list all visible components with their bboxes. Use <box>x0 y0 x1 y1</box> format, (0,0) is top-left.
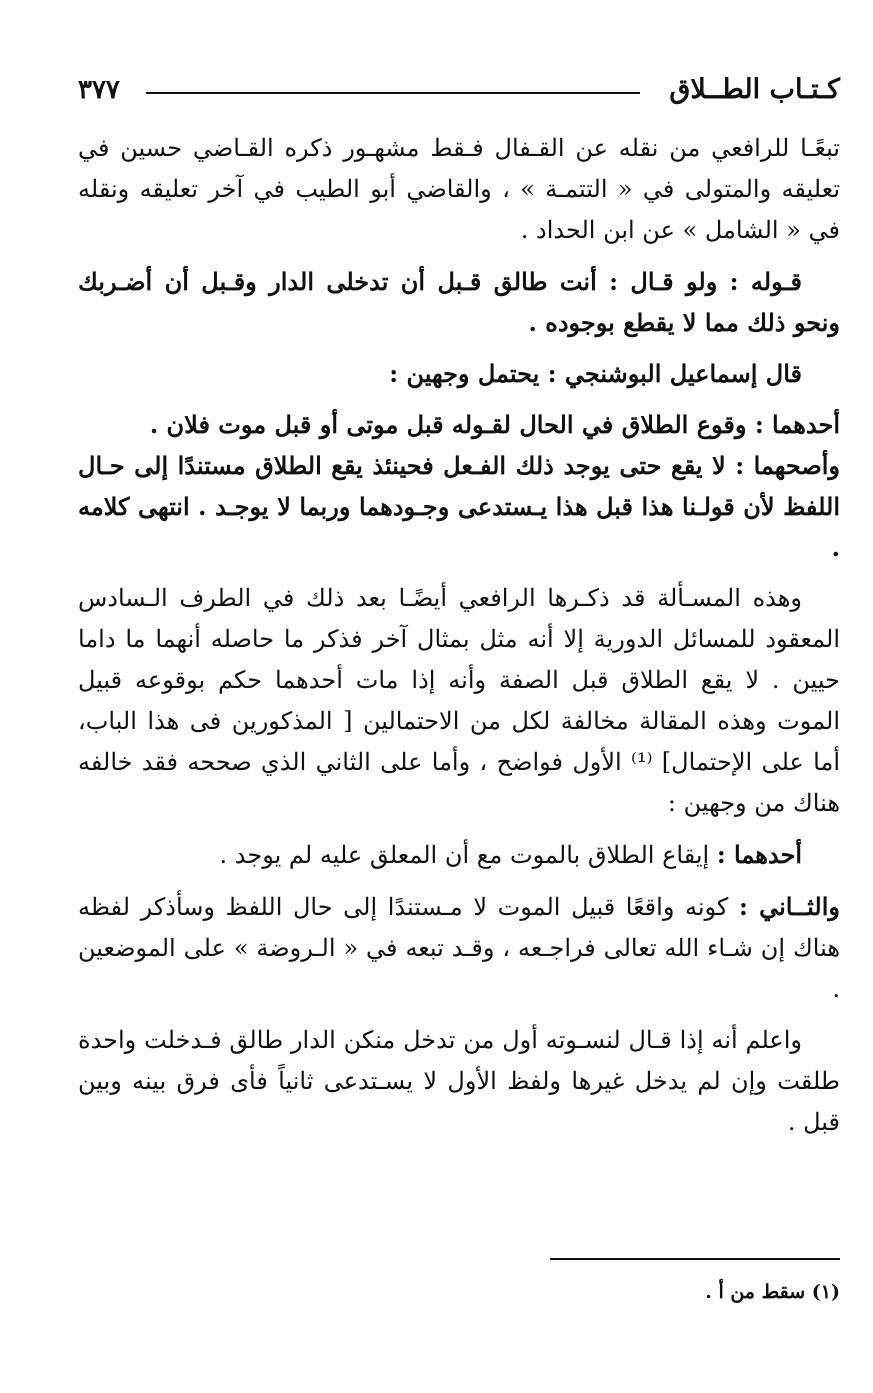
paragraph-2: قـوله : ولو قـال : أنت طالق قـبل أن تدخلى الدار وقـبل أن أضـربك ونحو ذلك مما لا يقطع بوجوده . <box>78 267 840 337</box>
paragraph-6: وهذه المسـألة قد ذكـرها الرافعي أيضًـا بعد ذلك في الطرف الـسادس المعقود للمسائل الدورية إلا أنه مثل بمثال آخر فذكر ما حاصله أنهما ما داما حيين . لا يقع الطلاق قبل الصفة وأنه إذا مات أحدهما حكم بوقوعه قبيل الموت وهذه المقالة مخالفة لكل من الاحتمالين [ المذكورين فى هذا الباب، أما على الإحتمال] ⁽¹⁾ الأول فواضح ، وأما على الثاني الذي صححه فقد خالفه هناك من وجهين : <box>78 584 841 817</box>
footnote: (١) سقط من أ . <box>705 1281 840 1303</box>
paragraph-7 <box>78 834 840 876</box>
paragraph-5: وأصحهما : لا يقع حتى يوجد ذلك الفـعل فحينئذ يقع الطلاق مستندًا إلى حـال اللفظ لأن قولـنا هذا قبل هذا يـستدعى وجـودهما وربما لا يوجـد . انتهى كلامه . <box>78 451 840 562</box>
footnote-rule <box>550 1258 840 1260</box>
page-header <box>78 72 840 112</box>
paragraph-8 <box>78 886 840 1010</box>
main-text <box>78 128 840 1143</box>
paragraph-1: تبعًـا للرافعي من نقله عن القـفال فـقط مشهـور ذكره القـاضي حسين في تعليقه والمتولى في « التتمـة » ، والقاضي أبو الطيب في آخر تعليقه ونقله في « الشامل » عن ابن الحداد . <box>78 134 840 244</box>
paragraph-7-rest: إيقاع الطلاق بالموت مع أن المعلق عليه لم يوجد . <box>219 841 717 869</box>
page-number: ٣٧٧ <box>78 75 120 105</box>
running-title: كـتـاب الطــلاق <box>669 74 840 105</box>
paragraph-3: قال إسماعيل البوشنجي : يحتمل وجهين : <box>389 359 802 388</box>
header-rule <box>146 92 640 94</box>
paragraph-4: أحدهما : وقوع الطلاق في الحال لقـوله قبل موتى أو قبل موت فلان . <box>149 410 840 439</box>
paragraph-9: واعلم أنه إذا قـال لنسـوته أول من تدخل منكن الدار طالق فـدخلت واحدة طلقت وإن لم يدخل غيرها ولفظ الأول لا يسـتدعى ثانياً فأى فرق بينه وبين قبل . <box>78 1026 840 1136</box>
paragraph-8-rest: كونه واقعًا قبيل الموت لا مـستندًا إلى حال اللفظ وسأذكر لفظه هناك إن شـاء الله تعالى فراجـعه ، وقـد تبعه في « الـروضة » على الموضعين . <box>78 893 840 1003</box>
paragraph-7-lead: أحدهما : <box>716 840 802 869</box>
paragraph-8-lead: والثــاني : <box>738 892 840 921</box>
